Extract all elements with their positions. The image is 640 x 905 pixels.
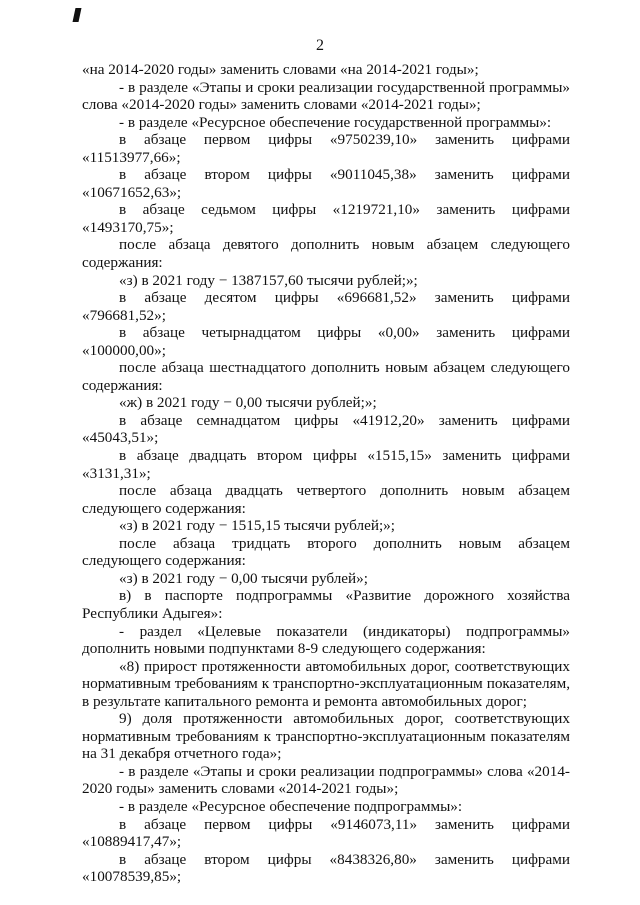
paragraph: «з) в 2021 году − 1515,15 тысячи рублей;»; <box>119 517 395 535</box>
paragraph: «з) в 2021 году − 1387157,60 тысячи рублей;»; <box>119 271 418 289</box>
scan-artifact-mark <box>73 8 82 22</box>
paragraph: в абзаце первом цифры «9750239,10» заменить цифрами «11513977,66»; <box>82 131 570 166</box>
paragraph: после абзаца тридцать второго дополнить новым абзацем следующего содержания: <box>82 534 570 570</box>
paragraph: в абзаце семнадцатом цифры «41912,20» заменить цифрами «45043,51»; <box>82 411 570 447</box>
paragraph: в абзаце втором цифры «9011045,38» заменить цифрами «10671652,63»; <box>82 166 570 201</box>
paragraph: «на 2014-2020 годы» заменить словами «на 2014-2021 годы»; <box>82 61 479 78</box>
paragraph: в абзаце четырнадцатом цифры «0,00» заменить цифрами «100000,00»; <box>82 324 570 359</box>
paragraph: «з) в 2021 году − 0,00 тысячи рублей»; <box>119 569 368 587</box>
paragraph: «8) прирост протяженности автомобильных дорог, соответствующих нормативным требованиям к транспортно-эксплуатационным показателям, в результате капитального ремонта и ремонта автомобильных дорог; <box>82 657 570 710</box>
paragraph: в) в паспорте подпрограммы «Развитие дорожного хозяйства Республики Адыгея»: <box>82 587 570 622</box>
paragraph: после абзаца шестнадцатого дополнить новым абзацем следующего содержания: <box>82 359 570 394</box>
paragraph: - раздел «Целевые показатели (индикаторы) подпрограммы» дополнить новыми подпунктами 8-9 следующего содержания: <box>82 622 570 658</box>
paragraph: в абзаце втором цифры «8438326,80» заменить цифрами «10078539,85»; <box>82 850 570 886</box>
paragraph: - в разделе «Этапы и сроки реализации государственной программы» слова «2014-2020 годы» заменить словами «2014-2021 годы»; <box>82 78 570 114</box>
paragraph: в абзаце первом цифры «9146073,11» заменить цифрами «10889417,47»; <box>82 815 570 851</box>
paragraph: 9) доля протяженности автомобильных дорог, соответствующих нормативным требованиям к транспортно-эксплуатационным показателям на 31 декабря отчетного года»; <box>82 710 570 763</box>
paragraph: в абзаце десятом цифры «696681,52» заменить цифрами «796681,52»; <box>82 289 570 324</box>
paragraph: - в разделе «Ресурсное обеспечение государственной программы»: <box>119 113 552 131</box>
paragraph: - в разделе «Ресурсное обеспечение подпрограммы»: <box>119 797 463 815</box>
page-number: 2 <box>316 37 324 54</box>
paragraph: в абзаце седьмом цифры «1219721,10» заменить цифрами «1493170,75»; <box>82 201 570 236</box>
document-body <box>82 61 570 886</box>
paragraph: - в разделе «Этапы и сроки реализации подпрограммы» слова «2014-2020 годы» заменить словами «2014-2021 годы»; <box>82 762 570 798</box>
paragraph: «ж) в 2021 году − 0,00 тысячи рублей;»; <box>119 394 377 412</box>
paragraph: в абзаце двадцать втором цифры «1515,15» заменить цифрами «3131,31»; <box>82 447 570 482</box>
paragraph: после абзаца девятого дополнить новым абзацем следующего содержания: <box>82 236 570 272</box>
paragraph: после абзаца двадцать четвертого дополнить новым абзацем следующего содержания: <box>82 482 570 517</box>
